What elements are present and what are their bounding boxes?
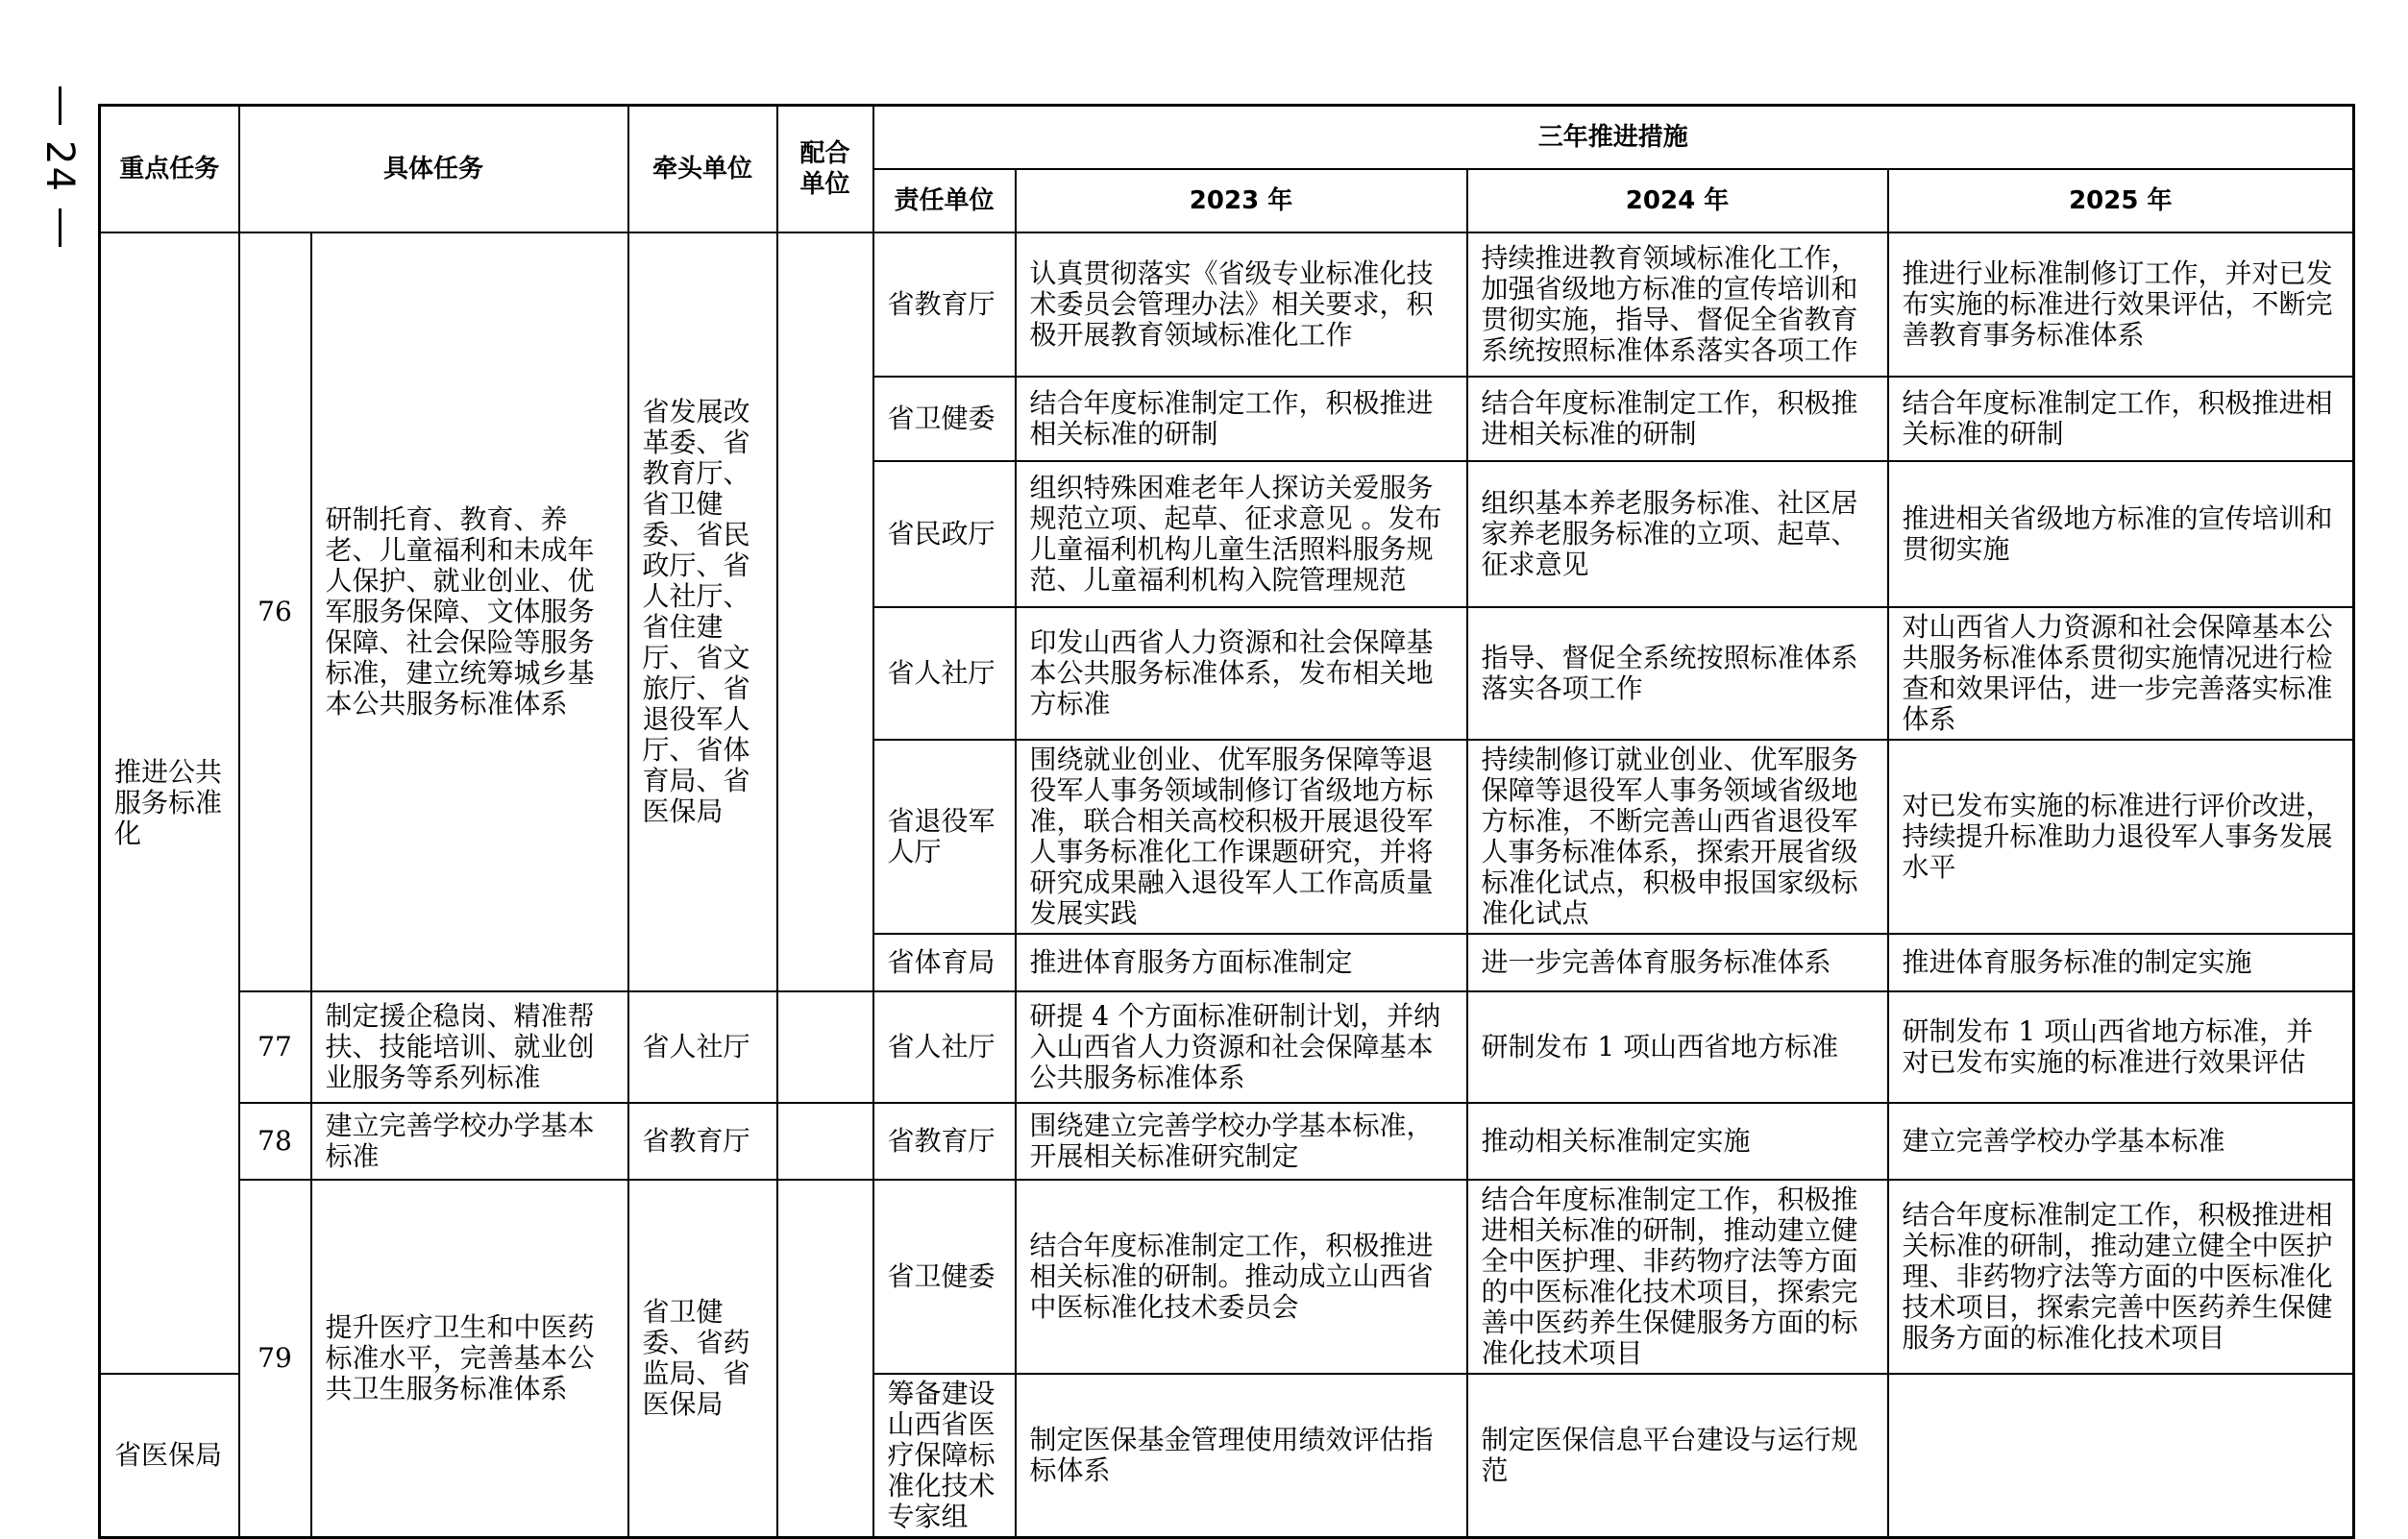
measure-2023: 印发山西省人力资源和社会保障基本公共服务标准体系，发布相关地方标准 (1016, 607, 1467, 740)
resp-unit: 省体育局 (873, 934, 1016, 991)
task-number: 76 (239, 232, 311, 991)
measure-2025: 结合年度标准制定工作，积极推进相关标准的研制，推动建立健全中医护理、非药物疗法等方面的中医标准化技术项目，探索完善中医药养生保健服务方面的标准化技术项目 (1888, 1180, 2354, 1374)
coop-unit (777, 1103, 873, 1180)
task-description: 提升医疗卫生和中医药标准水平，完善基本公共卫生服务标准体系 (311, 1180, 628, 1538)
resp-unit: 省人社厅 (873, 607, 1016, 740)
task-number: 78 (239, 1103, 311, 1180)
measure-2024: 制定医保基金管理使用绩效评估指标体系 (1016, 1374, 1467, 1538)
table-row (100, 1103, 2354, 1180)
measure-2024: 持续推进教育领域标准化工作，加强省级地方标准的宣传培训和贯彻实施，指导、督促全省教育系统按照标准体系落实各项工作 (1467, 232, 1888, 377)
measure-2025: 推进相关省级地方标准的宣传培训和贯彻实施 (1888, 461, 2354, 607)
measure-2023: 围绕就业创业、优军服务保障等退役军人事务领域制修订省级地方标准，联合相关高校积极开展退役军人事务标准化工作课题研究，并将研究成果融入退役军人工作高质量发展实践 (1016, 740, 1467, 934)
resp-unit: 省教育厅 (873, 232, 1016, 377)
lead-unit: 省卫健委、省药监局、省医保局 (628, 1180, 777, 1538)
measure-2025: 对已发布实施的标准进行评价改进，持续提升标准助力退役军人事务发展水平 (1888, 740, 2354, 934)
task-description: 研制托育、教育、养老、儿童福利和未成年人保护、就业创业、优军服务保障、文体服务保障、社会保险等服务标准，建立统筹城乡基本公共服务标准体系 (311, 232, 628, 991)
header-key-task: 重点任务 (100, 106, 239, 232)
task-description: 制定援企稳岗、精准帮扶、技能培训、就业创业服务等系列标准 (311, 991, 628, 1103)
page-number-dash-top (59, 86, 61, 125)
header-lead-unit: 牵头单位 (628, 106, 777, 232)
lead-unit: 省发展改革委、省教育厅、省卫健委、省民政厅、省人社厅、省住建厅、省文旅厅、省退役军人厅、省体育局、省医保局 (628, 232, 777, 991)
measure-2023: 认真贯彻落实《省级专业标准化技术委员会管理办法》相关要求，积极开展教育领域标准化工作 (1016, 232, 1467, 377)
task-number: 79 (239, 1180, 311, 1538)
table-row (100, 232, 2354, 377)
resp-unit: 省人社厅 (873, 991, 1016, 1103)
measure-2025: 结合年度标准制定工作，积极推进相关标准的研制 (1888, 377, 2354, 461)
header-specific-task: 具体任务 (239, 106, 628, 232)
measure-2025: 研制发布 1 项山西省地方标准，并对已发布实施的标准进行效果评估 (1888, 991, 2354, 1103)
measure-2024: 组织基本养老服务标准、社区居家养老服务标准的立项、起草、征求意见 (1467, 461, 1888, 607)
measure-2024: 研制发布 1 项山西省地方标准 (1467, 991, 1888, 1103)
task-number: 77 (239, 991, 311, 1103)
resp-unit: 省民政厅 (873, 461, 1016, 607)
measure-2024: 持续制修订就业创业、优军服务保障等退役军人事务领域省级地方标准，不断完善山西省退役军人事务标准体系，探索开展省级标准化试点，积极申报国家级标准化试点 (1467, 740, 1888, 934)
key-task-cell: 推进公共服务标准化 (100, 232, 239, 1374)
resp-unit: 省退役军人厅 (873, 740, 1016, 934)
measure-2024: 指导、督促全系统按照标准体系落实各项工作 (1467, 607, 1888, 740)
lead-unit: 省教育厅 (628, 1103, 777, 1180)
measure-2025: 推进体育服务标准的制定实施 (1888, 934, 2354, 991)
resp-unit: 省卫健委 (873, 377, 1016, 461)
measure-2023: 推进体育服务方面标准制定 (1016, 934, 1467, 991)
measure-2025: 建立完善学校办学基本标准 (1888, 1103, 2354, 1180)
measure-2024: 结合年度标准制定工作，积极推进相关标准的研制，推动建立健全中医护理、非药物疗法等方面的中医标准化技术项目，探索完善中医药养生保健服务方面的标准化技术项目 (1467, 1180, 1888, 1374)
page-number (35, 86, 85, 247)
measure-2025: 对山西省人力资源和社会保障基本公共服务标准体系贯彻实施情况进行检查和效果评估，进一步完善落实标准体系 (1888, 607, 2354, 740)
measure-2023: 围绕建立完善学校办学基本标准，开展相关标准研究制定 (1016, 1103, 1467, 1180)
header-2025: 2025 年 (1888, 169, 2354, 232)
measure-2024: 进一步完善体育服务标准体系 (1467, 934, 1888, 991)
header-measures: 三年推进措施 (873, 106, 2354, 169)
measure-2023: 结合年度标准制定工作，积极推进相关标准的研制。推动成立山西省中医标准化技术委员会 (1016, 1180, 1467, 1374)
page-number-text: 24 (37, 140, 82, 193)
page-number-dash-bottom (59, 208, 61, 247)
table-row (100, 991, 2354, 1103)
resp-unit: 省卫健委 (873, 1180, 1016, 1374)
measure-2024: 推动相关标准制定实施 (1467, 1103, 1888, 1180)
measure-2025: 推进行业标准制修订工作，并对已发布实施的标准进行效果评估，不断完善教育事务标准体系 (1888, 232, 2354, 377)
lead-unit: 省人社厅 (628, 991, 777, 1103)
resp-unit: 省医保局 (100, 1374, 239, 1538)
standards-table (98, 104, 2355, 1539)
header-2023: 2023 年 (1016, 169, 1467, 232)
header-coop-unit: 配合单位 (777, 106, 873, 232)
task-description: 建立完善学校办学基本标准 (311, 1103, 628, 1180)
measure-2023: 组织特殊困难老年人探访关爱服务规范立项、起草、征求意见 。发布儿童福利机构儿童生活照料服务规范、儿童福利机构入院管理规范 (1016, 461, 1467, 607)
table-row (100, 1180, 2354, 1374)
coop-unit (777, 232, 873, 991)
measure-2023: 研提 4 个方面标准研制计划，并纳入山西省人力资源和社会保障基本公共服务标准体系 (1016, 991, 1467, 1103)
coop-unit (777, 1180, 873, 1538)
measure-2024: 结合年度标准制定工作，积极推进相关标准的研制 (1467, 377, 1888, 461)
header-2024: 2024 年 (1467, 169, 1888, 232)
measure-2025: 制定医保信息平台建设与运行规范 (1467, 1374, 1888, 1538)
resp-unit: 省教育厅 (873, 1103, 1016, 1180)
measure-2023: 筹备建设山西省医疗保障标准化技术专家组 (873, 1374, 1016, 1538)
header-resp-unit: 责任单位 (873, 169, 1016, 232)
coop-unit (777, 991, 873, 1103)
measure-2023: 结合年度标准制定工作，积极推进相关标准的研制 (1016, 377, 1467, 461)
